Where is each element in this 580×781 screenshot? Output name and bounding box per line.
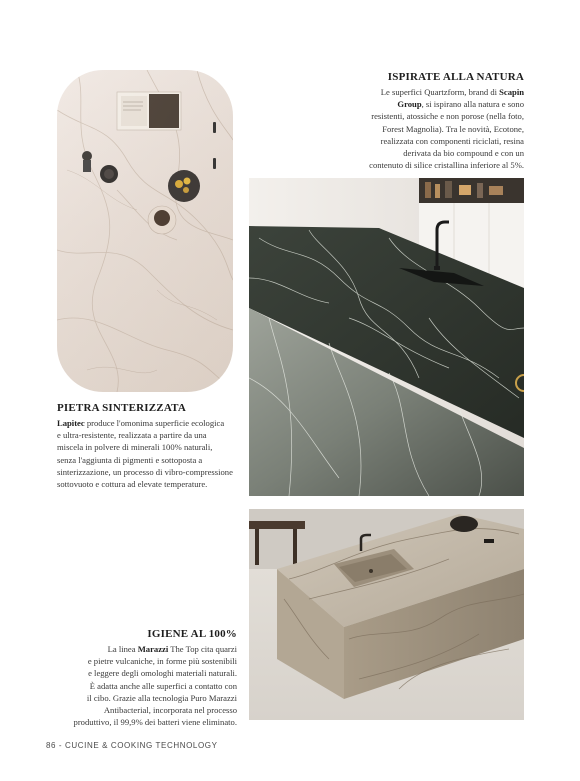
- body-pietra: [57, 417, 247, 490]
- pietra-line-4: senza l'aggiunta di pigmenti e sottoposta a: [57, 454, 203, 465]
- brand-lapitec: Lapitec: [57, 418, 85, 428]
- natura-line-2: [334, 98, 524, 110]
- heading-natura: ISPIRATE ALLA NATURA: [387, 71, 524, 83]
- article-igiene: [57, 628, 237, 728]
- page-footer: 86 - CUCINE & COOKING TECHNOLOGY: [46, 741, 218, 750]
- natura-line-6: derivata da bio compound e con un: [403, 148, 524, 159]
- heading-pietra: PIETRA SINTERIZZATA: [57, 402, 187, 414]
- igiene-line-7: produttivo, il 99,9% dei batteri viene eliminato.: [73, 717, 237, 728]
- article-pietra: [57, 402, 247, 490]
- pietra-line-2: e ultra-resistente, realizzata a partire da una: [57, 430, 207, 441]
- article-natura: [334, 71, 524, 171]
- heading-igiene: IGIENE AL 100%: [147, 628, 237, 640]
- marble-slab-photo: [57, 70, 233, 392]
- natura-line-1: [334, 86, 524, 98]
- natura-line-3: resistenti, atossiche e non porose (nella foto,: [371, 111, 524, 122]
- black-marble-island-illustration: [249, 178, 524, 496]
- pietra-line-3: miscela in polvere di minerali 100% naturali,: [57, 442, 213, 453]
- igiene-line-1: [57, 643, 237, 655]
- igiene-line-1-pre: La linea: [107, 644, 138, 654]
- igiene-line-5: il cibo. Grazie alla tecnologia Puro Marazzi: [86, 692, 237, 703]
- igiene-line-6: Antibacterial, incorporata nel processo: [103, 705, 237, 716]
- marble-slab-illustration: [57, 70, 233, 392]
- brand-marazzi: Marazzi: [137, 644, 169, 654]
- brand-scapin: Scapin: [499, 87, 524, 97]
- natura-line-5: realizzata con componenti riciclati, resina: [380, 135, 524, 146]
- stone-island-illustration: [249, 509, 524, 720]
- stone-island-photo: [249, 509, 524, 720]
- igiene-line-4: È adatta anche alle superfici a contatto con: [89, 680, 237, 691]
- igiene-line-2: e pietre vulcaniche, in forme più sostenibili: [87, 656, 237, 667]
- black-marble-island-photo: [249, 178, 524, 496]
- natura-line-7: contenuto di silice cristallina inferiore al 5%.: [369, 160, 524, 171]
- igiene-line-1-post: The Top cita quarzi: [168, 644, 237, 654]
- natura-line-1-text: Le superfici Quartzform, brand di: [380, 87, 500, 97]
- body-natura: [334, 86, 524, 171]
- pietra-line-1-text: produce l'omonima superficie ecologica: [84, 418, 225, 428]
- igiene-line-3: e leggere degli omologhi materiali naturali.: [88, 668, 237, 679]
- pietra-line-1: [57, 417, 247, 429]
- brand-group: Group: [397, 99, 422, 110]
- body-igiene: [57, 643, 237, 728]
- pietra-line-5: sinterizzazione, un processo di vibro-compressione: [57, 466, 233, 477]
- pietra-line-6: sottovuoto e cottura ad elevate temperature.: [57, 479, 208, 490]
- natura-line-4: Forest Magnolia). Tra le novità, Ecotone,: [382, 123, 524, 134]
- natura-line-2-text: , si ispirano alla natura e sono: [421, 99, 524, 110]
